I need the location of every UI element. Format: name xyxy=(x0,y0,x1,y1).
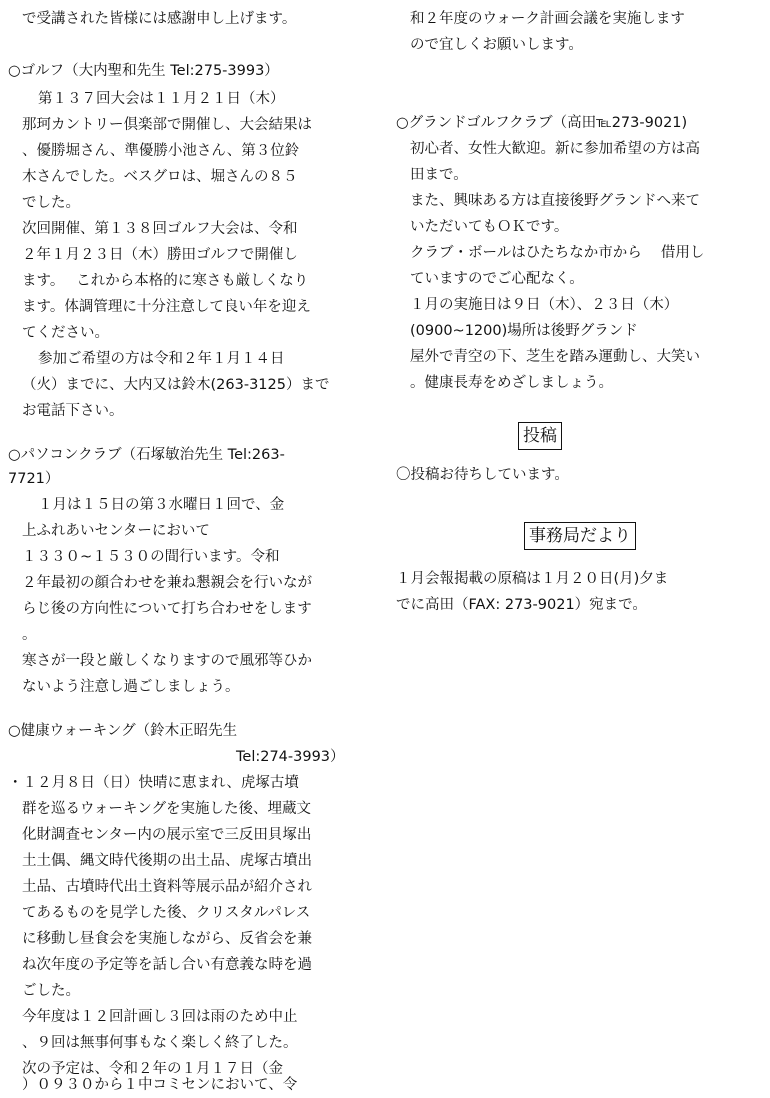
pc-club-text-line: ２年最初の顔合わせを兼ね懇親会を行いなが xyxy=(22,575,312,591)
walking-text-line: ごした。 xyxy=(22,983,80,999)
walking-heading-tel: Tel:274-3993） xyxy=(236,749,345,765)
pc-club-text-line: １３３０~１５３０の間行います。令和 xyxy=(22,549,280,565)
pc-club-heading-cont: 7721） xyxy=(8,471,60,487)
contribution-heading: 投稿 xyxy=(518,422,562,450)
golf-text-line: 参加ご希望の方は令和２年１月１４日 xyxy=(38,351,285,367)
walking-text-line: に移動し昼食会を実施しながら、反省会を兼 xyxy=(22,931,312,947)
pc-club-text-line: 上ふれあいセンターにおいて xyxy=(22,523,210,539)
walking-heading: ○健康ウォーキング（鈴木正昭先生 xyxy=(8,723,238,739)
ground-golf-text-line: 。健康長寿をめざしましょう。 xyxy=(410,375,613,391)
pc-club-text-line: 。 xyxy=(22,627,37,643)
walking-text-line: 群を巡るウォーキングを実施した後、埋蔵文 xyxy=(22,801,311,817)
ground-golf-text-line: また、興味ある方は直接後野グランドへ来て xyxy=(410,193,700,209)
golf-text-line: 木さんでした。ベスグロは、堀さんの８５ xyxy=(22,169,298,185)
walking-text-line: ）０９３０から１中コミセンにおいて、令 xyxy=(22,1077,298,1093)
golf-text-line: でした。 xyxy=(22,195,80,211)
walking-text-line: 化財調査センター内の展示室で三反田貝塚出 xyxy=(22,827,312,843)
walking-text-line: 今年度は１２回計画し３回は雨のため中止 xyxy=(22,1009,298,1025)
walking-cont-line: 和２年度のウォーク計画会議を実施します xyxy=(410,11,685,27)
pc-club-heading: ○パソコンクラブ（石塚敏治先生 Tel:263- xyxy=(8,447,285,463)
walking-cont-line: ので宜しくお願いします。 xyxy=(410,37,583,53)
golf-text-line: てください。 xyxy=(22,325,109,341)
intro-thanks-line: で受講された皆様には感謝申し上げます。 xyxy=(22,11,297,27)
ground-golf-text-line: 屋外で青空の下、芝生を踏み運動し、大笑い xyxy=(410,349,700,365)
golf-heading: ○ゴルフ（大内聖和先生 Tel:275-3993） xyxy=(8,63,279,79)
ground-golf-text-line: (0900~1200)場所は後野グランド xyxy=(410,323,638,339)
ground-golf-heading: ○グランドゴルフクラブ（高田℡273-9021) xyxy=(396,115,688,131)
ground-golf-text-line: ていますのでご心配なく。 xyxy=(410,271,584,287)
ground-golf-text-line: いただいてもＯＫです。 xyxy=(410,219,569,235)
pc-club-text-line: 寒さが一段と厳しくなりますので風邪等ひか xyxy=(22,653,312,669)
golf-text-line: ます。 これから本格的に寒さも厳しくなり xyxy=(22,273,309,289)
ground-golf-text-line: クラブ・ボールはひたちなか市から 借用し xyxy=(410,245,705,261)
walking-text-line: 次の予定は、令和２年の１月１７日（金 xyxy=(22,1061,283,1077)
golf-text-line: （火）までに、大内又は鈴木(263-3125）まで xyxy=(22,377,330,393)
ground-golf-text-line: 初心者、女性大歓迎。新に参加希望の方は高 xyxy=(410,141,700,157)
pc-club-text-line: １月は１５日の第３水曜日１回で、金 xyxy=(38,497,285,513)
golf-text-line: 次回開催、第１３８回ゴルフ大会は、令和 xyxy=(22,221,298,237)
walking-text-line: てあるものを見学した後、クリスタルパレス xyxy=(22,905,311,921)
office-news-text-line: １月会報掲載の原稿は１月２０日(月)夕ま xyxy=(396,571,669,587)
walking-text-line: 土土偶、縄文時代後期の出土品、虎塚古墳出 xyxy=(22,853,312,869)
golf-text-line: 、優勝堀さん、準優勝小池さん、第３位鈴 xyxy=(22,143,300,159)
golf-text-line: 第１３７回大会は１１月２１日（木） xyxy=(38,91,285,107)
golf-text-line: お電話下さい。 xyxy=(22,403,124,419)
walking-text-line: ね次年度の予定等を話し合い有意義な時を過 xyxy=(22,957,312,973)
golf-text-line: 那珂カントリー倶楽部で開催し、大会結果は xyxy=(22,117,312,133)
office-news-heading: 事務局だより xyxy=(524,522,636,550)
office-news-text-line: でに高田（FAX: 273-9021）宛まで。 xyxy=(396,597,647,613)
contribution-text: 〇投稿お待ちしています。 xyxy=(396,467,569,483)
ground-golf-text-line: 田まで。 xyxy=(410,167,468,183)
ground-golf-text-line: １月の実施日は９日（木）、２３日（木） xyxy=(410,297,679,313)
pc-club-text-line: ないよう注意し過ごしましょう。 xyxy=(22,679,240,695)
golf-text-line: ます。体調管理に十分注意して良い年を迎え xyxy=(22,299,311,315)
golf-text-line: ２年１月２３日（木）勝田ゴルフで開催し xyxy=(22,247,298,263)
pc-club-text-line: らじ後の方向性について打ち合わせをします xyxy=(22,601,312,617)
walking-text-line: ・１２月８日（日）快晴に恵まれ、虎塚古墳 xyxy=(8,775,299,791)
walking-text-line: 、９回は無事何事もなく楽しく終了した。 xyxy=(22,1035,298,1051)
walking-text-line: 土品、古墳時代出土資料等展示品が紹介され xyxy=(22,879,312,895)
